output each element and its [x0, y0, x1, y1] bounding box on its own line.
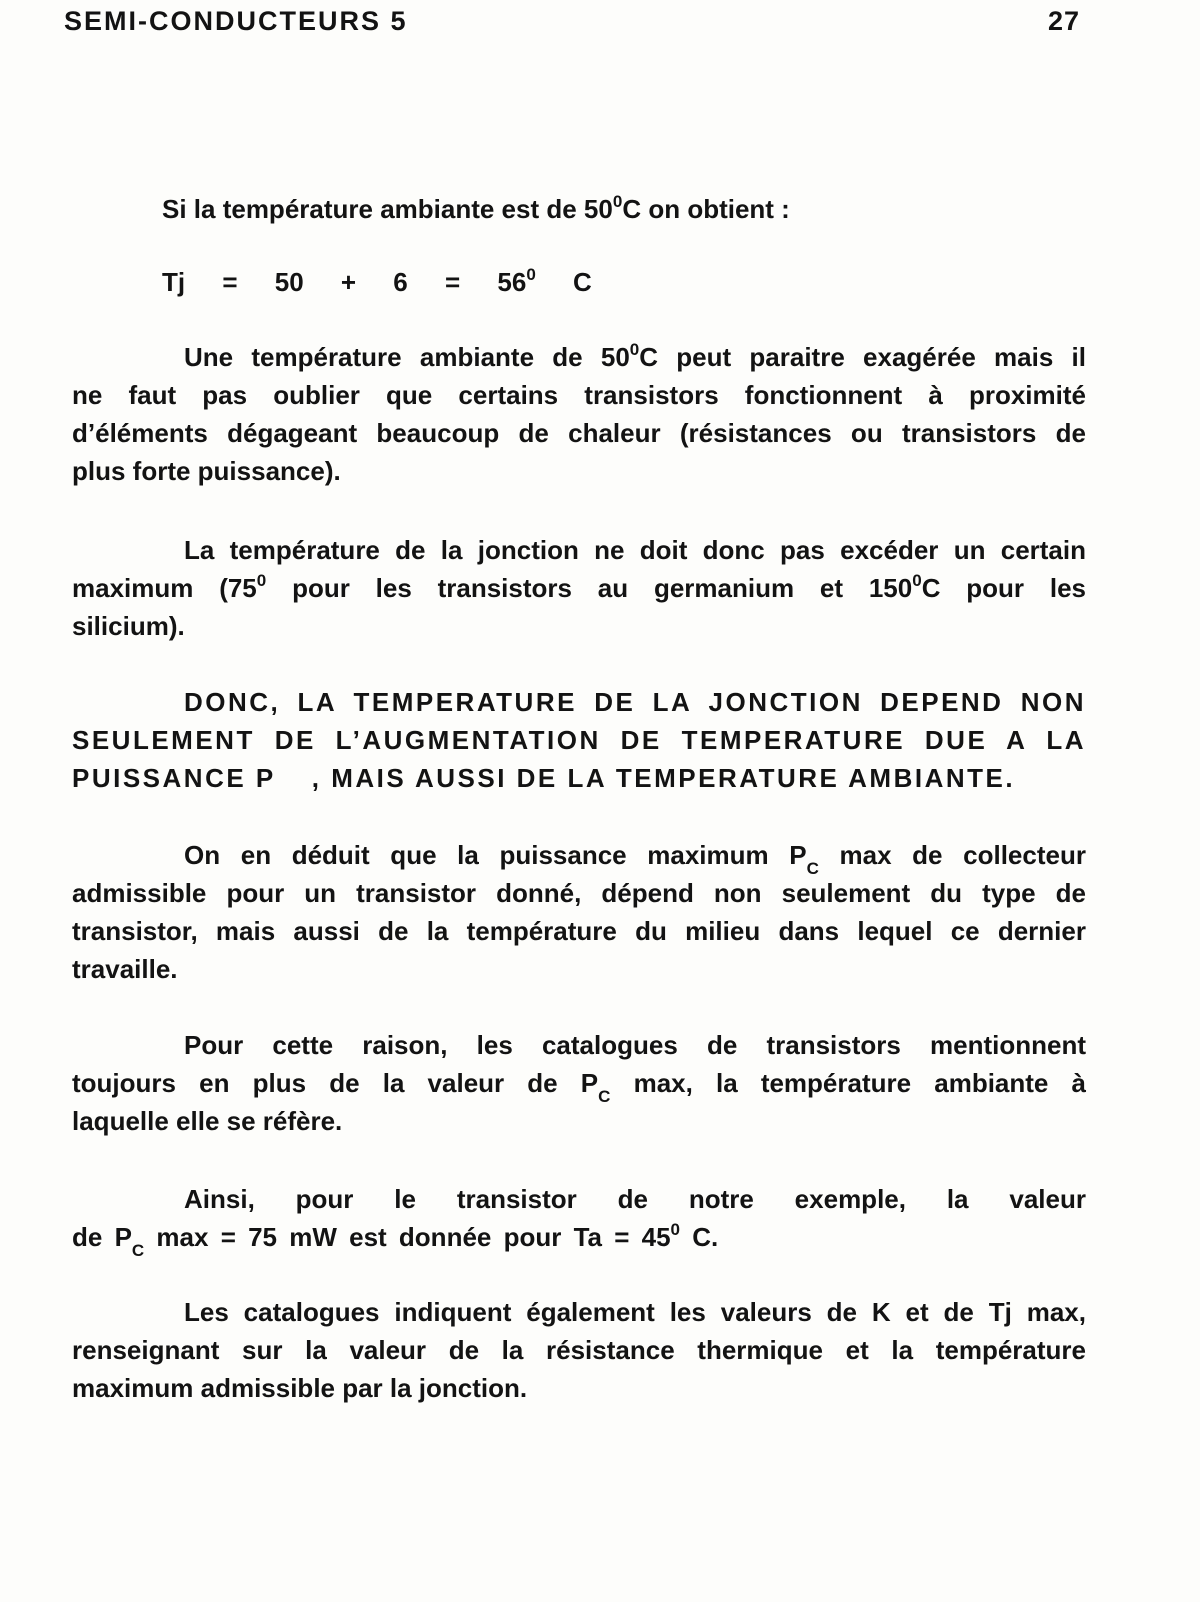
text-run: pour les transistors au germanium et 150 — [266, 573, 913, 603]
text-run: laquelle elle se réfère. — [72, 1106, 343, 1136]
text-run: max, la température ambiante à — [610, 1068, 1086, 1098]
paragraph-donc-caps — [72, 683, 1086, 797]
running-header-title: SEMI-CONDUCTEURS 5 — [64, 6, 408, 36]
text-line — [72, 1218, 1086, 1260]
text-run: ne faut pas oublier que certains transistors fonctionnent à proximité — [72, 380, 1086, 410]
text-run: C on obtient : — [622, 194, 790, 224]
text-line — [72, 338, 1086, 376]
superscript-zero: 0 — [912, 571, 922, 590]
text-line — [72, 190, 1086, 228]
text-run: toujours en plus de la valeur de P — [72, 1068, 599, 1098]
text-line — [72, 452, 1086, 490]
text-run: Tj = 50 + 6 = 56 — [162, 267, 527, 297]
text-run: C. — [680, 1222, 719, 1252]
superscript-zero: 0 — [612, 192, 623, 211]
text-run: renseignant sur la valeur de la résistance thermique et la température — [72, 1335, 1086, 1365]
text-line — [72, 721, 1086, 759]
text-run: Pour cette raison, les catalogues de transistors mentionnent — [184, 1030, 1086, 1060]
equation-tj — [72, 263, 1086, 301]
text-run: Ainsi, pour le transistor de notre exemple, la valeur — [184, 1184, 1086, 1214]
text-run: DONC, LA TEMPERATURE DE LA JONCTION DEPEND NON — [184, 687, 1086, 717]
text-run: max = 75 mW est donnée pour Ta = 45 — [144, 1222, 671, 1252]
paragraph-pour-cette-raison — [72, 1026, 1086, 1140]
subscript-c: C — [806, 859, 819, 878]
text-line — [72, 1293, 1086, 1331]
text-run: C pour les — [921, 573, 1086, 603]
superscript-zero: 0 — [629, 340, 640, 359]
text-line — [72, 1180, 1086, 1218]
text-line — [72, 1369, 1086, 1407]
text-line — [72, 683, 1086, 721]
text-run: de P — [72, 1222, 132, 1252]
paragraph-les-catalogues — [72, 1293, 1086, 1407]
text-run: Une température ambiante de 50 — [184, 342, 630, 372]
text-line — [72, 912, 1086, 950]
paragraph-on-en-deduit — [72, 836, 1086, 988]
text-line — [72, 1102, 1086, 1140]
page-number: 27 — [1048, 6, 1081, 36]
text-run: transistor, mais aussi de la température du milieu dans lequel ce dernier — [72, 916, 1086, 946]
text-line — [72, 414, 1086, 452]
text-run: SEULEMENT DE L’AUGMENTATION DE TEMPERATURE DUE A LA — [72, 725, 1086, 755]
text-line — [72, 376, 1086, 414]
paragraph-une-temperature — [72, 338, 1086, 490]
paragraph-si-temperature — [72, 190, 1086, 228]
text-line — [72, 607, 1086, 645]
text-line — [72, 1331, 1086, 1369]
subscript-c: C — [598, 1087, 611, 1106]
text-run: silicium). — [72, 611, 185, 641]
text-run: C — [535, 267, 592, 297]
text-run: admissible pour un transistor donné, dépend non seulement du type de — [72, 878, 1086, 908]
text-line — [72, 874, 1086, 912]
text-line — [72, 1026, 1086, 1064]
superscript-zero: 0 — [670, 1220, 681, 1239]
text-run: Si la température ambiante est de 50 — [162, 194, 613, 224]
paragraph-ainsi-exemple — [72, 1180, 1086, 1260]
text-run: C peut paraitre exagérée mais il — [639, 342, 1087, 372]
text-run: d’éléments dégageant beaucoup de chaleur (résistances ou transistors de — [72, 418, 1086, 448]
text-run: , MAIS AUSSI DE LA TEMPERATURE AMBIANTE. — [311, 763, 1016, 793]
text-run: plus forte puissance). — [72, 456, 341, 486]
text-line — [72, 1064, 1086, 1106]
superscript-zero: 0 — [526, 265, 536, 284]
text-run: PUISSANCE P — [72, 763, 276, 793]
text-run: travaille. — [72, 954, 178, 984]
superscript-zero: 0 — [256, 571, 267, 590]
paragraph-jonction-maximum — [72, 531, 1086, 645]
text-line — [72, 759, 1086, 797]
text-run: On en déduit que la puissance maximum P — [184, 840, 807, 870]
text-run: Les catalogues indiquent également les valeurs de K et de Tj max, — [184, 1297, 1086, 1327]
text-line — [72, 836, 1086, 878]
text-run: maximum admissible par la jonction. — [72, 1373, 528, 1403]
equation-line — [72, 263, 1086, 301]
subscript-c: C — [131, 1241, 145, 1260]
text-line — [72, 950, 1086, 988]
text-run: La température de la jonction ne doit donc pas excéder un certain — [184, 535, 1086, 565]
text-run: maximum (75 — [72, 573, 257, 603]
text-line — [72, 531, 1086, 569]
text-line — [72, 569, 1086, 607]
text-run: max de collecteur — [818, 840, 1086, 870]
